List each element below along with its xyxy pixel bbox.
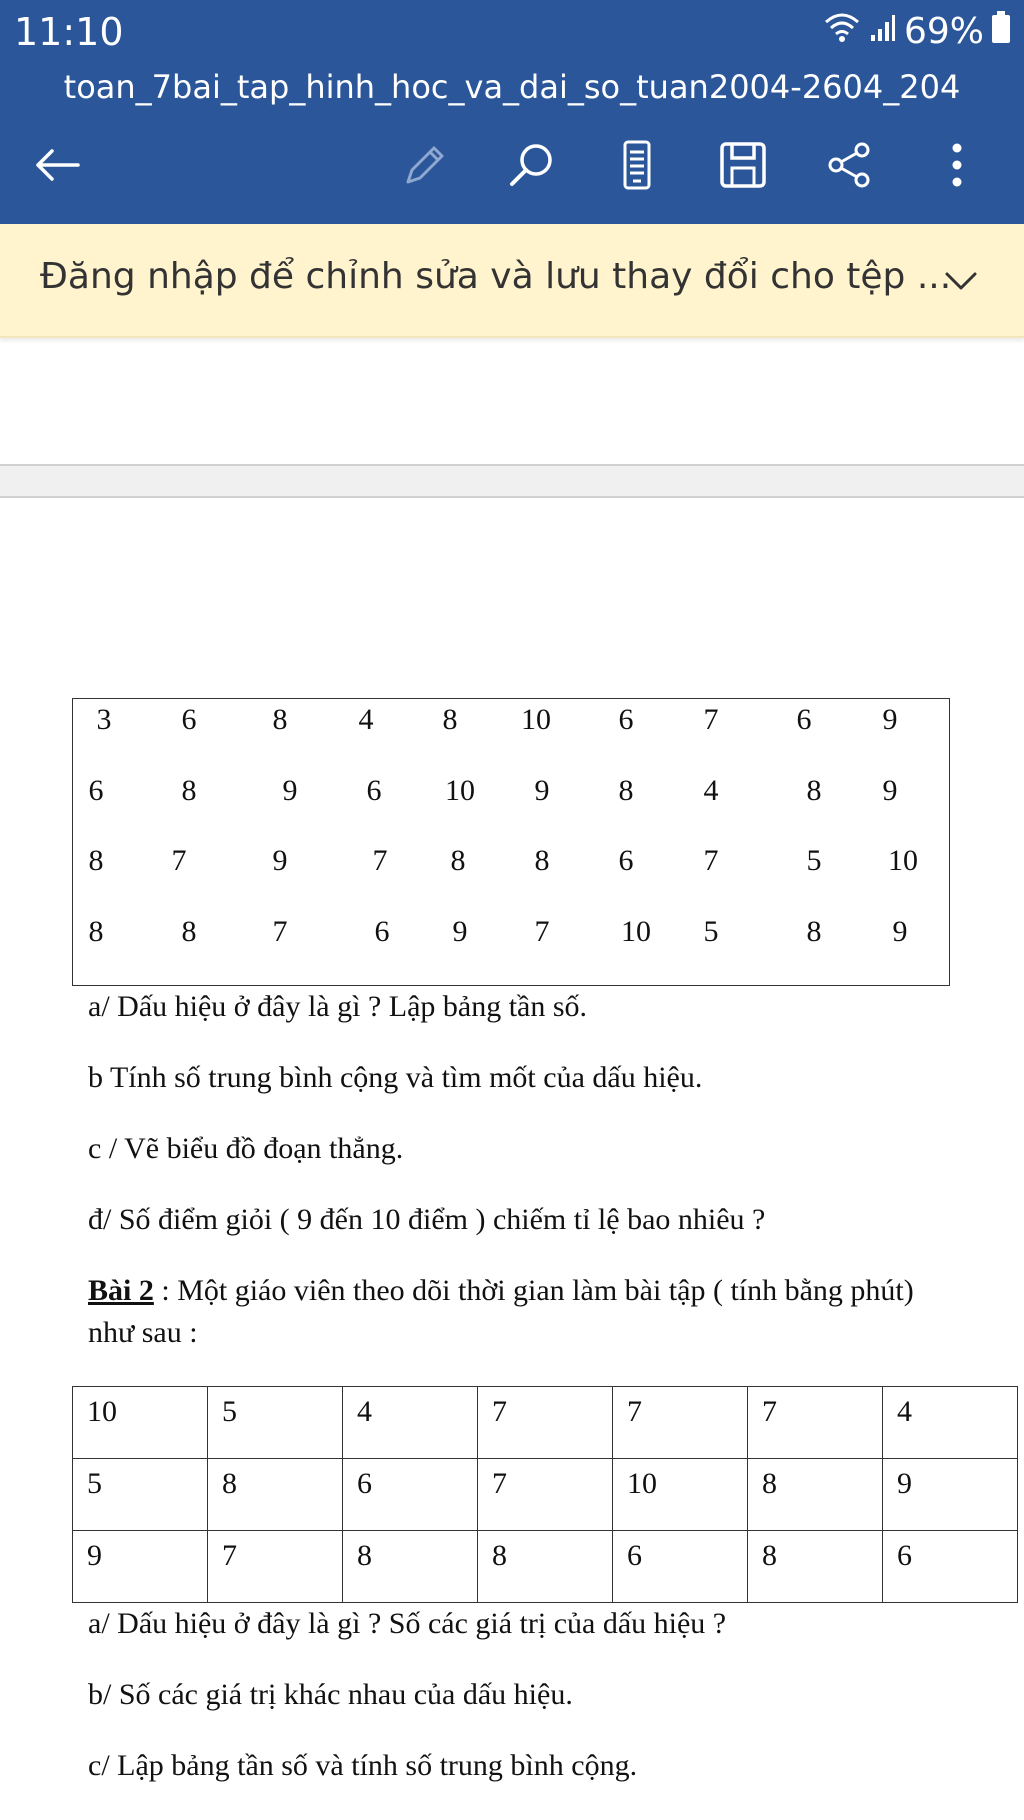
table-cell: 8 bbox=[806, 915, 822, 948]
table-cell: 6 bbox=[374, 915, 390, 948]
share-icon bbox=[824, 140, 874, 194]
reading-view-button[interactable] bbox=[600, 130, 674, 204]
table-cell: 5 bbox=[208, 1387, 343, 1459]
search-button[interactable] bbox=[494, 130, 568, 204]
table-cell: 7 bbox=[372, 844, 388, 877]
table-cell: 6 bbox=[618, 703, 634, 736]
table-cell: 7 bbox=[171, 844, 187, 877]
edit-button[interactable] bbox=[388, 130, 462, 204]
table-cell: 9 bbox=[73, 1531, 208, 1603]
page-separator bbox=[0, 464, 1024, 498]
table-cell: 7 bbox=[703, 844, 719, 877]
table-cell: 8 bbox=[343, 1531, 478, 1603]
table-cell: 10 bbox=[445, 774, 475, 807]
table-cell: 4 bbox=[358, 703, 374, 736]
exercise2-question-b: b/ Số các giá trị khác nhau của dấu hiệu. bbox=[88, 1678, 573, 1711]
table-row bbox=[73, 1387, 1018, 1459]
table-cell: 9 bbox=[452, 915, 468, 948]
exercise2-intro-line2: như sau : bbox=[88, 1316, 198, 1349]
table-row bbox=[73, 1459, 1018, 1531]
table-cell: 5 bbox=[703, 915, 719, 948]
exercise2-heading bbox=[88, 1274, 914, 1308]
table-cell: 6 bbox=[88, 774, 104, 807]
table-cell: 8 bbox=[806, 774, 822, 807]
table-cell: 3 bbox=[96, 703, 112, 736]
status-indicators bbox=[822, 10, 1010, 53]
status-bar bbox=[0, 0, 1024, 64]
table-cell: 7 bbox=[272, 915, 288, 948]
table-cell: 8 bbox=[618, 774, 634, 807]
exercise1-question-d: đ/ Số điểm giỏi ( 9 đến 10 điểm ) chiếm tỉ lệ bao nhiêu ? bbox=[88, 1203, 766, 1236]
table-cell: 8 bbox=[88, 915, 104, 948]
exercise2-question-a: a/ Dấu hiệu ở đây là gì ? Số các giá trị của dấu hiệu ? bbox=[88, 1607, 727, 1640]
table-cell: 10 bbox=[621, 915, 651, 948]
exercise1-question-a: a/ Dấu hiệu ở đây là gì ? Lập bảng tần số. bbox=[88, 990, 588, 1023]
table-cell: 8 bbox=[450, 844, 466, 877]
table-cell: 9 bbox=[882, 774, 898, 807]
more-icon bbox=[947, 140, 967, 194]
table-cell: 8 bbox=[208, 1459, 343, 1531]
table-cell: 9 bbox=[534, 774, 550, 807]
table-cell: 10 bbox=[888, 844, 918, 877]
pencil-icon bbox=[400, 140, 450, 194]
chevron-down-icon[interactable] bbox=[938, 258, 984, 304]
table-cell: 6 bbox=[181, 703, 197, 736]
signal-icon bbox=[870, 11, 896, 52]
table-cell: 7 bbox=[478, 1459, 613, 1531]
table-cell: 8 bbox=[181, 915, 197, 948]
table-cell: 9 bbox=[272, 844, 288, 877]
table-cell: 6 bbox=[618, 844, 634, 877]
more-options-button[interactable] bbox=[920, 130, 994, 204]
table-cell: 6 bbox=[343, 1459, 478, 1531]
table-cell: 8 bbox=[442, 703, 458, 736]
table-cell: 4 bbox=[703, 774, 719, 807]
table-cell: 5 bbox=[806, 844, 822, 877]
table-cell: 9 bbox=[282, 774, 298, 807]
table-cell: 6 bbox=[796, 703, 812, 736]
table-cell: 8 bbox=[478, 1531, 613, 1603]
table-cell: 8 bbox=[748, 1531, 883, 1603]
table-cell: 9 bbox=[883, 1459, 1018, 1531]
table-cell: 7 bbox=[748, 1387, 883, 1459]
reading-view-icon bbox=[617, 139, 657, 195]
table-cell: 5 bbox=[73, 1459, 208, 1531]
table-cell: 10 bbox=[613, 1459, 748, 1531]
table-cell: 7 bbox=[208, 1531, 343, 1603]
exercise1-question-b: b Tính số trung bình cộng và tìm mốt của dấu hiệu. bbox=[88, 1061, 703, 1094]
save-button[interactable] bbox=[706, 130, 780, 204]
toolbar bbox=[0, 130, 1024, 204]
table-cell: 7 bbox=[613, 1387, 748, 1459]
share-button[interactable] bbox=[812, 130, 886, 204]
save-icon bbox=[718, 140, 768, 194]
back-arrow-icon bbox=[32, 145, 82, 189]
back-button[interactable] bbox=[20, 130, 94, 204]
table-cell: 6 bbox=[366, 774, 382, 807]
data-table-1 bbox=[72, 698, 950, 986]
document-title: toan_7bai_tap_hinh_hoc_va_dai_so_tuan2004-2604_204 bbox=[63, 68, 961, 106]
table-cell: 9 bbox=[892, 915, 908, 948]
table-cell: 4 bbox=[883, 1387, 1018, 1459]
exercise2-question-c: c/ Lập bảng tần số và tính số trung bình cộng. bbox=[88, 1749, 638, 1782]
exercise1-question-c: c / Vẽ biểu đồ đoạn thẳng. bbox=[88, 1132, 404, 1165]
battery-percent: 69% bbox=[903, 11, 984, 52]
table-cell: 9 bbox=[882, 703, 898, 736]
table-cell: 6 bbox=[613, 1531, 748, 1603]
table-cell: 7 bbox=[534, 915, 550, 948]
table-cell: 8 bbox=[88, 844, 104, 877]
status-time: 11:10 bbox=[14, 10, 124, 54]
search-icon bbox=[506, 140, 556, 194]
table-cell: 10 bbox=[73, 1387, 208, 1459]
wifi-icon bbox=[822, 10, 862, 53]
data-table-2 bbox=[72, 1386, 1018, 1603]
exercise2-label: Bài 2 bbox=[88, 1274, 154, 1307]
signin-banner-text: Đăng nhập để chỉnh sửa và lưu thay đổi cho tệp ... bbox=[40, 256, 952, 297]
table-cell: 10 bbox=[521, 703, 551, 736]
exercise2-intro: : Một giáo viên theo dõi thời gian làm bài tập ( tính bằng phút) bbox=[153, 1274, 914, 1307]
table-cell: 8 bbox=[181, 774, 197, 807]
table-cell: 8 bbox=[534, 844, 550, 877]
table-cell: 8 bbox=[272, 703, 288, 736]
table-cell: 7 bbox=[478, 1387, 613, 1459]
table-cell: 7 bbox=[703, 703, 719, 736]
app-header bbox=[0, 0, 1024, 224]
signin-banner[interactable] bbox=[0, 224, 1024, 338]
battery-icon bbox=[992, 11, 1010, 52]
table-cell: 8 bbox=[748, 1459, 883, 1531]
table-cell: 4 bbox=[343, 1387, 478, 1459]
table-row bbox=[73, 1531, 1018, 1603]
table-cell: 6 bbox=[883, 1531, 1018, 1603]
